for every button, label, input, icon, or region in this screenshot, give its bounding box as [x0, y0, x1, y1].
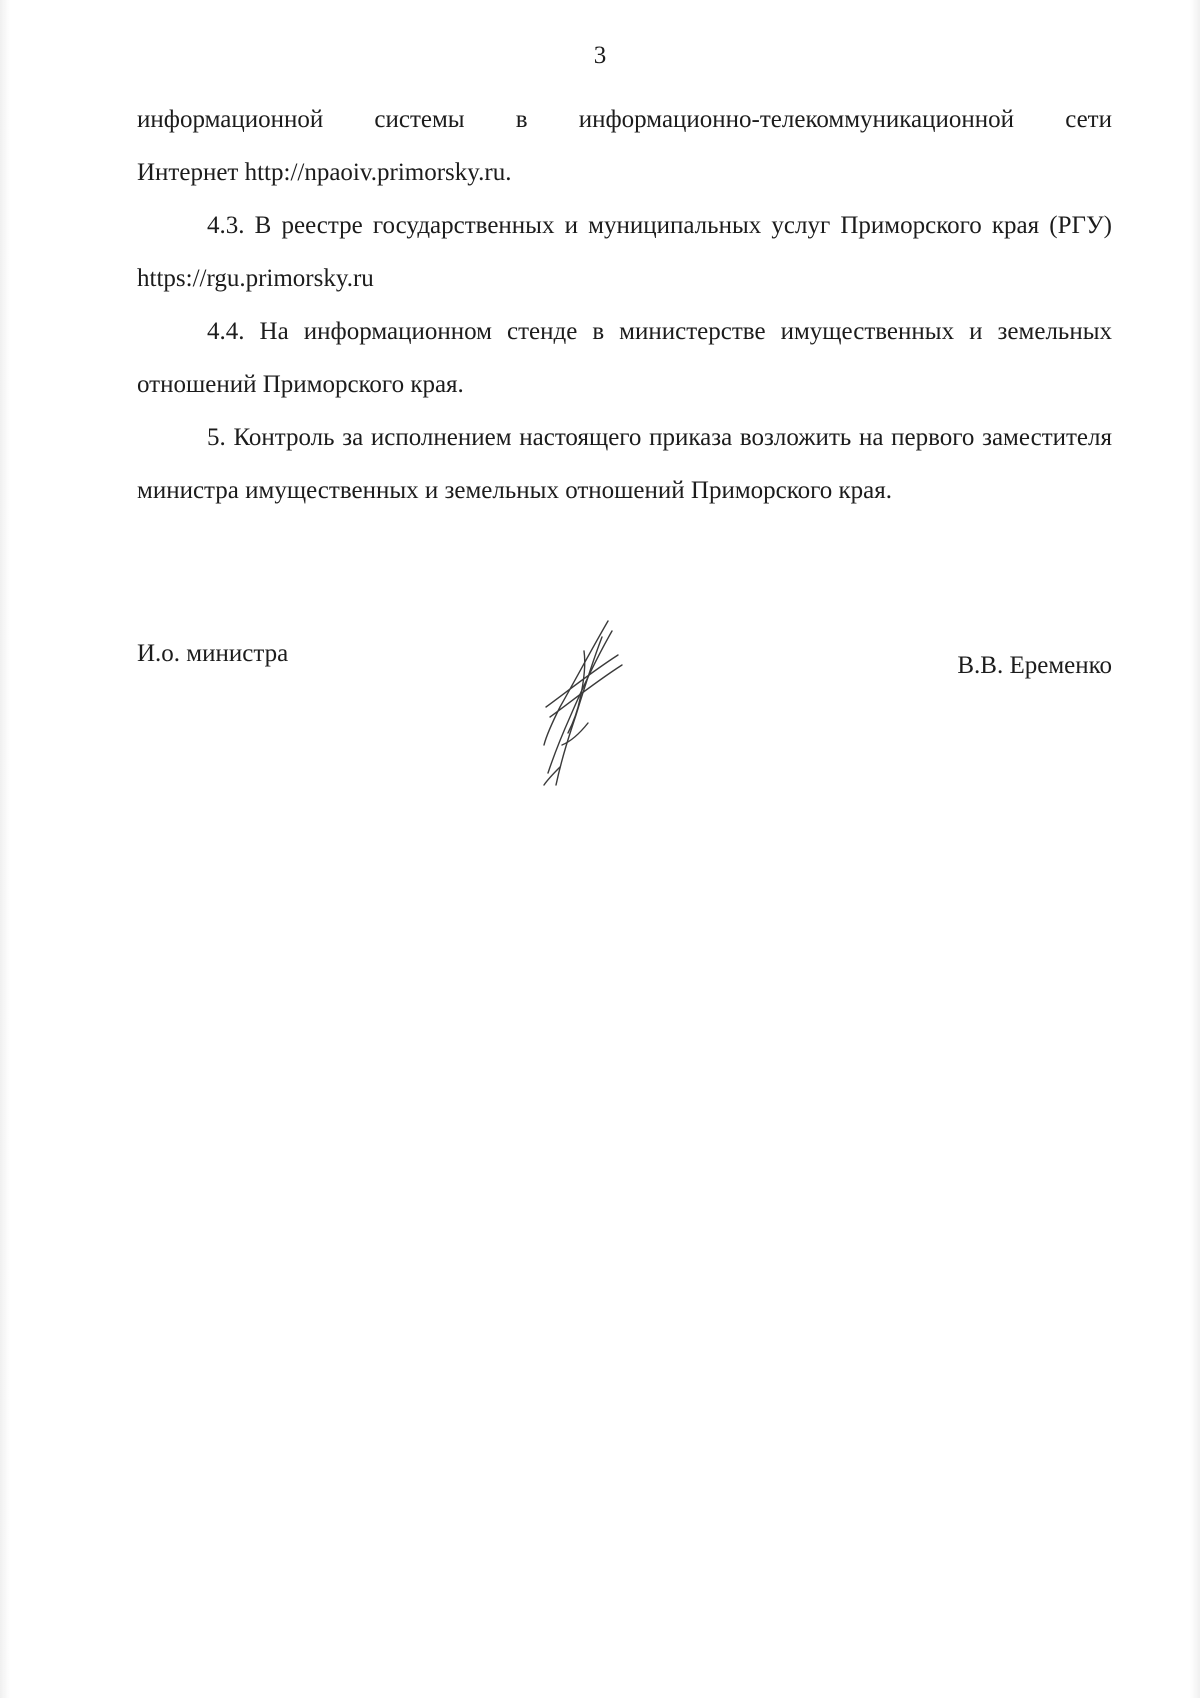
document-body — [137, 93, 1112, 517]
scan-edge-left — [0, 0, 10, 1698]
signatory-name: В.В. Еременко — [957, 652, 1112, 679]
signatory-title: И.о. министра — [137, 640, 289, 667]
paragraph-continuation-line-1: информационной системы в информационно-телекоммуникационной сети — [137, 106, 1112, 133]
paragraph-4-4: 4.4. На информационном стенде в министерстве имущественных и земельных отношений Приморского края. — [137, 318, 1112, 398]
page-number: 3 — [593, 42, 607, 69]
paragraph-continuation-line-2: Интернет http://npaoiv.primorsky.ru. — [137, 159, 512, 186]
paragraph-5: 5. Контроль за исполнением настоящего приказа возложить на первого заместителя министра имущественных и земельных отношений Приморского края. — [137, 424, 1112, 504]
handwritten-signature — [532, 615, 642, 790]
paragraph-4-3: 4.3. В реестре государственных и муниципальных услуг Приморского края (РГУ) https://rgu.primorsky.ru — [137, 212, 1112, 292]
scan-edge-right — [1190, 0, 1200, 1698]
signature-block — [137, 640, 1112, 790]
